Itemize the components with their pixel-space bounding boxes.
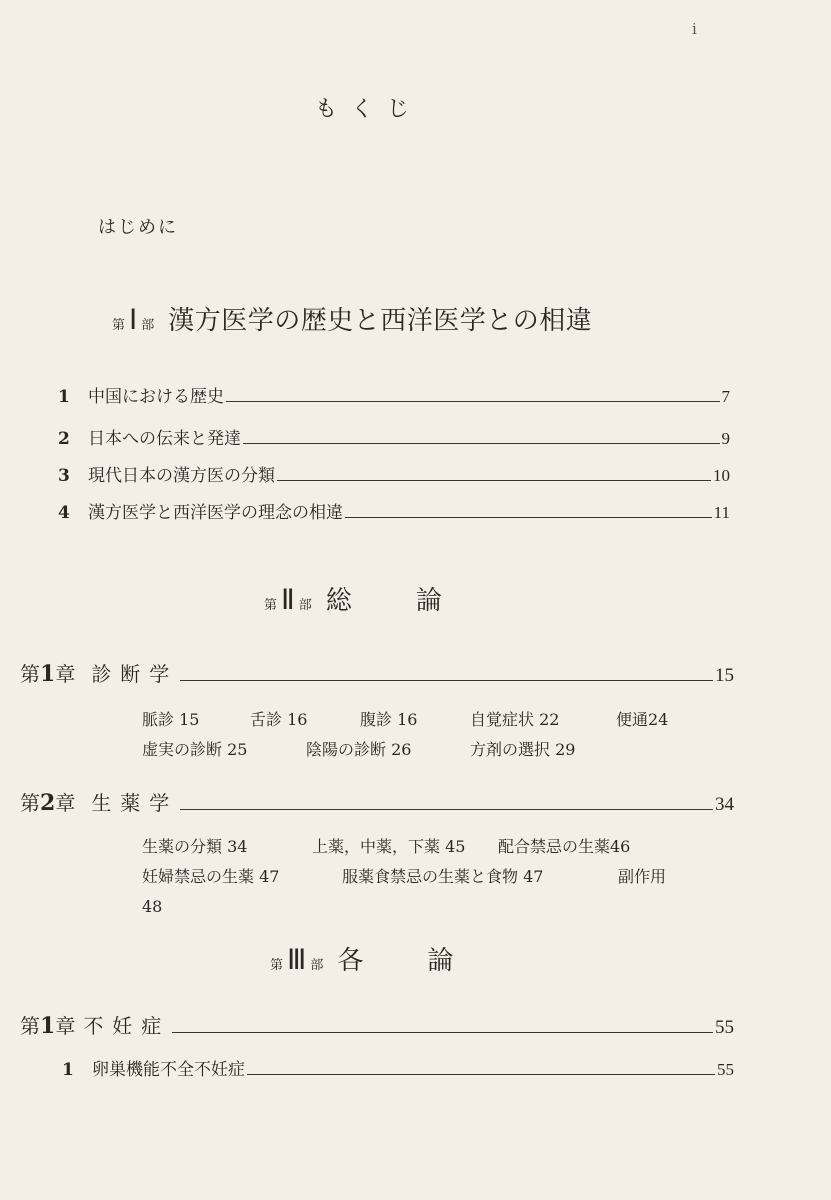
- subtopic-row: [142, 705, 668, 735]
- part2-title-a: 総: [325, 586, 352, 616]
- subtopic-row: [142, 832, 666, 862]
- part2-title-b: 論: [415, 586, 442, 616]
- subtopic[interactable]: 虚実の診断 25: [142, 740, 248, 759]
- subtopic[interactable]: 陰陽の診断 26: [306, 740, 412, 759]
- leader-line: [247, 1074, 715, 1075]
- part1-heading[interactable]: [112, 300, 592, 337]
- section-number: 3: [58, 466, 70, 486]
- subtopic[interactable]: 生薬の分類 34: [142, 837, 248, 856]
- leader-line: [345, 517, 712, 518]
- page-ref: 55: [715, 1017, 734, 1038]
- part3-title-b: 論: [427, 946, 454, 976]
- leader-line: [180, 809, 713, 810]
- subtopic-row: [142, 735, 668, 765]
- toc-title: もくじ: [315, 97, 424, 122]
- leader-line: [277, 480, 711, 481]
- subtopic[interactable]: 便通24: [616, 710, 669, 729]
- page-ref: 34: [715, 794, 734, 815]
- intro-entry[interactable]: はじめに: [98, 217, 178, 238]
- page-number: i: [692, 20, 697, 38]
- part3-numeral: Ⅲ: [287, 945, 307, 976]
- leader-line: [243, 443, 720, 444]
- section-label: 漢方医学と西洋医学の理念の相違: [88, 503, 343, 523]
- toc-entry-section-3[interactable]: [58, 461, 730, 486]
- page-ref: 9: [721, 429, 730, 448]
- chapter-prefix: 第: [20, 791, 40, 815]
- part2-bu: 部: [298, 598, 312, 613]
- chapter-2-subtopics: [142, 832, 666, 922]
- section-label: 卵巣機能不全不妊症: [92, 1060, 245, 1080]
- subtopic[interactable]: 上薬，中薬，下薬 45: [312, 837, 466, 856]
- part1-numeral: Ⅰ: [129, 305, 138, 336]
- part2-heading[interactable]: [264, 580, 442, 617]
- chapter-label: 不妊症: [83, 1014, 171, 1038]
- section-number: 1: [62, 1060, 74, 1080]
- part3-heading[interactable]: [270, 940, 453, 977]
- section-number: 2: [58, 429, 70, 449]
- subtopic-row: [142, 862, 666, 892]
- subtopic[interactable]: 服薬食禁忌の生薬と食物 47: [342, 867, 544, 886]
- chapter-label: 生薬学: [91, 791, 179, 815]
- toc-entry-section-4[interactable]: [58, 498, 730, 523]
- page-ref: 10: [713, 466, 730, 485]
- part3-dai: 第: [270, 958, 284, 973]
- part2-dai: 第: [264, 598, 278, 613]
- section-number: 1: [58, 387, 70, 407]
- toc-entry-section-2[interactable]: [58, 424, 730, 449]
- section-label: 現代日本の漢方医の分類: [88, 466, 275, 486]
- part2-numeral: Ⅱ: [281, 585, 295, 616]
- toc-entry-part3-chapter-1[interactable]: [20, 1010, 734, 1039]
- chapter-label: 診断学: [91, 662, 179, 686]
- chapter-suffix: 章: [55, 662, 76, 686]
- page-ref: 7: [721, 387, 730, 406]
- chapter-number: 1: [40, 661, 56, 687]
- toc-entry-chapter-1[interactable]: [20, 658, 734, 687]
- part3-title-a: 各: [337, 946, 364, 976]
- subtopic[interactable]: 配合禁忌の生薬46: [498, 837, 631, 856]
- chapter-suffix: 章: [55, 1014, 76, 1038]
- chapter-1-subtopics: [142, 705, 668, 765]
- subtopic[interactable]: 脈診 15: [142, 710, 200, 729]
- section-label: 日本への伝来と発達: [88, 429, 241, 449]
- subtopic[interactable]: 自覚症状 22: [470, 710, 560, 729]
- chapter-number: 2: [40, 790, 56, 816]
- chapter-suffix: 章: [55, 791, 76, 815]
- page-ref: 15: [715, 665, 734, 686]
- part1-dai: 第: [112, 318, 126, 333]
- chapter-prefix: 第: [20, 662, 40, 686]
- leader-line: [226, 401, 720, 402]
- page-ref: 55: [717, 1060, 734, 1079]
- subtopic[interactable]: 舌診 16: [250, 710, 308, 729]
- subtopic[interactable]: 副作用: [618, 867, 667, 886]
- subtopic[interactable]: 方剤の選択 29: [470, 740, 576, 759]
- chapter-prefix: 第: [20, 1014, 40, 1038]
- leader-line: [172, 1032, 713, 1033]
- part1-title: 漢方医学の歴史と西洋医学との相違: [168, 306, 593, 336]
- subtopic[interactable]: 48: [142, 897, 163, 916]
- section-label: 中国における歴史: [88, 387, 224, 407]
- toc-entry-part3-section-1[interactable]: [62, 1055, 734, 1080]
- section-number: 4: [58, 503, 70, 523]
- page-ref: 11: [713, 503, 730, 522]
- subtopic-row: [142, 892, 666, 922]
- subtopic[interactable]: 妊婦禁忌の生薬 47: [142, 867, 280, 886]
- toc-entry-section-1[interactable]: [58, 382, 730, 407]
- leader-line: [180, 680, 713, 681]
- part1-bu: 部: [141, 318, 155, 333]
- chapter-number: 1: [40, 1013, 56, 1039]
- toc-entry-chapter-2[interactable]: [20, 787, 734, 816]
- subtopic[interactable]: 腹診 16: [360, 710, 418, 729]
- part3-bu: 部: [310, 958, 324, 973]
